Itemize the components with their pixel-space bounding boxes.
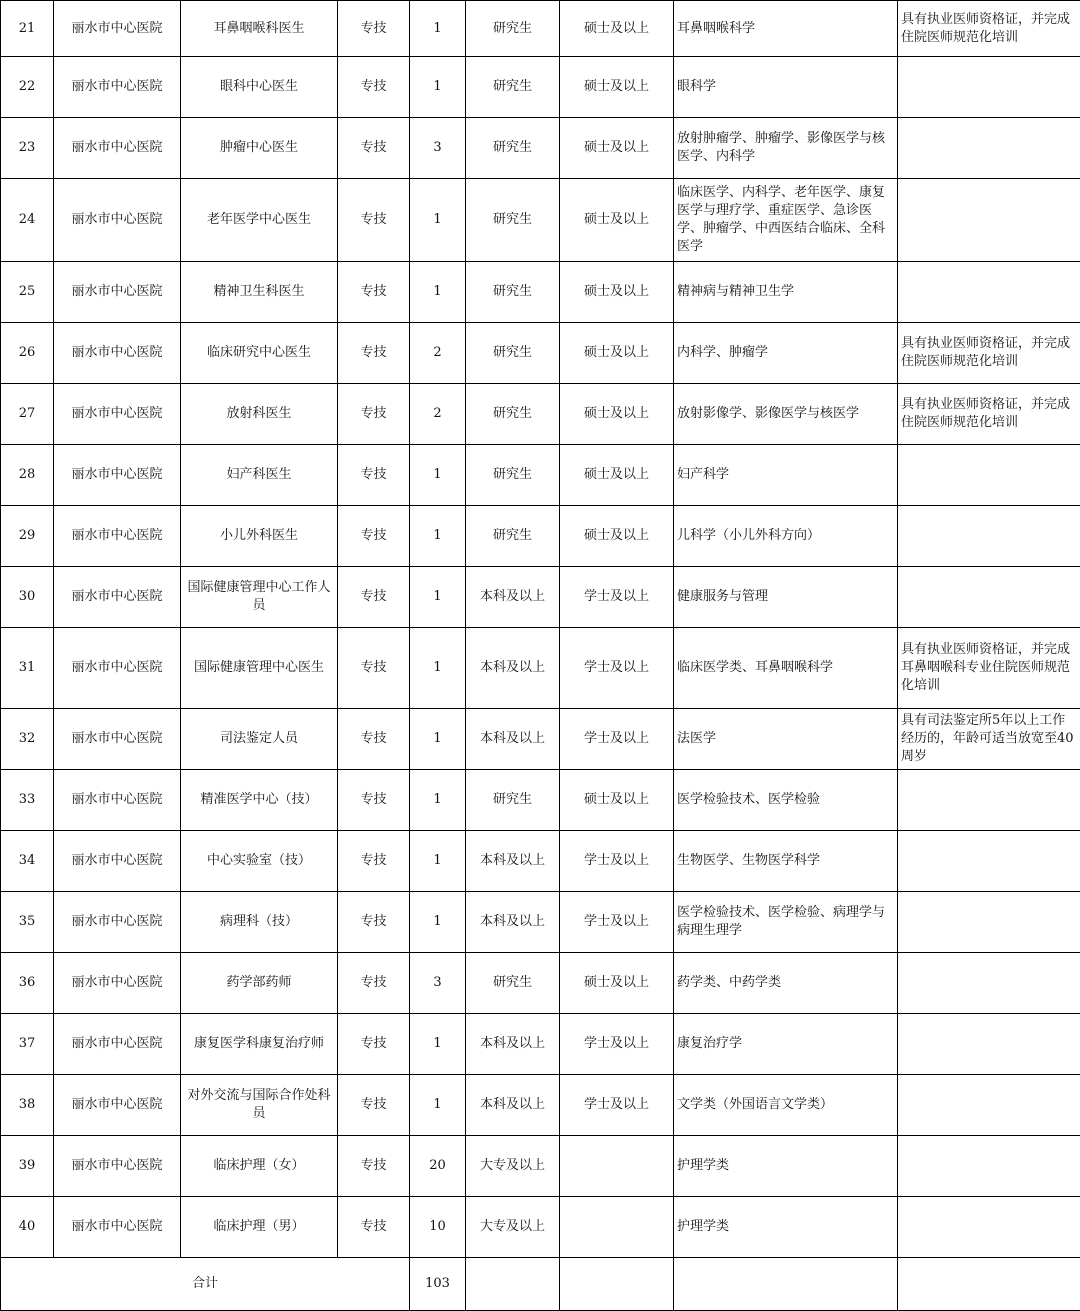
- other-requirements: 具有执业医师资格证，并完成住院医师规范化培训: [898, 384, 1080, 445]
- degree-requirement: 硕士及以上: [560, 384, 674, 445]
- row-number: 31: [1, 628, 54, 709]
- headcount: 1: [410, 57, 466, 118]
- headcount: 3: [410, 118, 466, 179]
- row-number: 27: [1, 384, 54, 445]
- position-name: 药学部药师: [181, 953, 338, 1014]
- table-row: [1, 57, 1080, 118]
- other-requirements: [898, 770, 1080, 831]
- position-category: 专技: [338, 445, 410, 506]
- headcount: 1: [410, 179, 466, 262]
- position-category: 专技: [338, 1197, 410, 1258]
- education-requirement: 研究生: [466, 57, 560, 118]
- row-number: 36: [1, 953, 54, 1014]
- total-label: 合计: [1, 1258, 410, 1311]
- position-name: 对外交流与国际合作处科员: [181, 1075, 338, 1136]
- table-row: [1, 567, 1080, 628]
- hiring-unit: 丽水市中心医院: [54, 179, 181, 262]
- degree-requirement: 学士及以上: [560, 567, 674, 628]
- row-number: 22: [1, 57, 54, 118]
- major-requirement: 医学检验技术、医学检验、病理学与病理生理学: [674, 892, 898, 953]
- position-name: 康复医学科康复治疗师: [181, 1014, 338, 1075]
- headcount: 1: [410, 628, 466, 709]
- education-requirement: 研究生: [466, 506, 560, 567]
- degree-requirement: 硕士及以上: [560, 57, 674, 118]
- other-requirements: [898, 1075, 1080, 1136]
- education-requirement: 研究生: [466, 262, 560, 323]
- position-name: 眼科中心医生: [181, 57, 338, 118]
- education-requirement: 本科及以上: [466, 831, 560, 892]
- position-name: 国际健康管理中心医生: [181, 628, 338, 709]
- other-requirements: [898, 892, 1080, 953]
- education-requirement: 本科及以上: [466, 1075, 560, 1136]
- headcount: 3: [410, 953, 466, 1014]
- row-number: 28: [1, 445, 54, 506]
- position-name: 病理科（技）: [181, 892, 338, 953]
- degree-requirement: 硕士及以上: [560, 179, 674, 262]
- hiring-unit: 丽水市中心医院: [54, 709, 181, 770]
- headcount: 10: [410, 1197, 466, 1258]
- degree-requirement: [560, 1136, 674, 1197]
- education-requirement: 大专及以上: [466, 1197, 560, 1258]
- hiring-unit: 丽水市中心医院: [54, 1075, 181, 1136]
- headcount: 20: [410, 1136, 466, 1197]
- empty-cell: [466, 1258, 560, 1311]
- row-number: 26: [1, 323, 54, 384]
- education-requirement: 研究生: [466, 179, 560, 262]
- table-row: [1, 445, 1080, 506]
- major-requirement: 医学检验技术、医学检验: [674, 770, 898, 831]
- major-requirement: 临床医学、内科学、老年医学、康复医学与理疗学、重症医学、急诊医学、肿瘤学、中西医结合临床、全科医学: [674, 179, 898, 262]
- education-requirement: 本科及以上: [466, 892, 560, 953]
- hiring-unit: 丽水市中心医院: [54, 628, 181, 709]
- position-category: 专技: [338, 118, 410, 179]
- degree-requirement: 硕士及以上: [560, 953, 674, 1014]
- position-category: 专技: [338, 1075, 410, 1136]
- education-requirement: 本科及以上: [466, 567, 560, 628]
- row-number: 38: [1, 1075, 54, 1136]
- hiring-unit: 丽水市中心医院: [54, 323, 181, 384]
- position-name: 小儿外科医生: [181, 506, 338, 567]
- education-requirement: 研究生: [466, 384, 560, 445]
- education-requirement: 研究生: [466, 1, 560, 57]
- position-category: 专技: [338, 1, 410, 57]
- position-category: 专技: [338, 323, 410, 384]
- table-row: [1, 323, 1080, 384]
- position-category: 专技: [338, 1014, 410, 1075]
- major-requirement: 精神病与精神卫生学: [674, 262, 898, 323]
- position-name: 临床研究中心医生: [181, 323, 338, 384]
- hiring-unit: 丽水市中心医院: [54, 118, 181, 179]
- hiring-unit: 丽水市中心医院: [54, 892, 181, 953]
- hiring-unit: 丽水市中心医院: [54, 567, 181, 628]
- empty-cell: [560, 1258, 674, 1311]
- row-number: 24: [1, 179, 54, 262]
- headcount: 1: [410, 831, 466, 892]
- hiring-unit: 丽水市中心医院: [54, 770, 181, 831]
- other-requirements: [898, 262, 1080, 323]
- position-category: 专技: [338, 57, 410, 118]
- education-requirement: 本科及以上: [466, 709, 560, 770]
- major-requirement: 耳鼻咽喉科学: [674, 1, 898, 57]
- total-count: 103: [410, 1258, 466, 1311]
- degree-requirement: 学士及以上: [560, 831, 674, 892]
- row-number: 21: [1, 1, 54, 57]
- hiring-unit: 丽水市中心医院: [54, 1197, 181, 1258]
- major-requirement: 内科学、肿瘤学: [674, 323, 898, 384]
- table-row: [1, 384, 1080, 445]
- row-number: 37: [1, 1014, 54, 1075]
- major-requirement: 眼科学: [674, 57, 898, 118]
- headcount: 1: [410, 506, 466, 567]
- table-row: [1, 1197, 1080, 1258]
- row-number: 39: [1, 1136, 54, 1197]
- position-category: 专技: [338, 1136, 410, 1197]
- headcount: 2: [410, 384, 466, 445]
- major-requirement: 妇产科学: [674, 445, 898, 506]
- education-requirement: 大专及以上: [466, 1136, 560, 1197]
- table-row: [1, 1075, 1080, 1136]
- education-requirement: 本科及以上: [466, 1014, 560, 1075]
- education-requirement: 研究生: [466, 323, 560, 384]
- row-number: 23: [1, 118, 54, 179]
- position-category: 专技: [338, 709, 410, 770]
- hiring-unit: 丽水市中心医院: [54, 57, 181, 118]
- other-requirements: [898, 445, 1080, 506]
- table-row: [1, 262, 1080, 323]
- row-number: 33: [1, 770, 54, 831]
- row-number: 25: [1, 262, 54, 323]
- table-row: [1, 506, 1080, 567]
- row-number: 32: [1, 709, 54, 770]
- table-row: [1, 118, 1080, 179]
- major-requirement: 康复治疗学: [674, 1014, 898, 1075]
- headcount: 2: [410, 323, 466, 384]
- position-name: 老年医学中心医生: [181, 179, 338, 262]
- major-requirement: 法医学: [674, 709, 898, 770]
- major-requirement: 护理学类: [674, 1197, 898, 1258]
- hiring-unit: 丽水市中心医院: [54, 445, 181, 506]
- other-requirements: [898, 953, 1080, 1014]
- education-requirement: 本科及以上: [466, 628, 560, 709]
- degree-requirement: 硕士及以上: [560, 770, 674, 831]
- position-category: 专技: [338, 506, 410, 567]
- other-requirements: 具有执业医师资格证，并完成住院医师规范化培训: [898, 1, 1080, 57]
- headcount: 1: [410, 892, 466, 953]
- other-requirements: 具有司法鉴定所5年以上工作经历的，年龄可适当放宽至40周岁: [898, 709, 1080, 770]
- major-requirement: 护理学类: [674, 1136, 898, 1197]
- table-row: [1, 892, 1080, 953]
- headcount: 1: [410, 770, 466, 831]
- position-category: 专技: [338, 892, 410, 953]
- other-requirements: [898, 831, 1080, 892]
- position-category: 专技: [338, 567, 410, 628]
- position-name: 司法鉴定人员: [181, 709, 338, 770]
- table-row: [1, 831, 1080, 892]
- education-requirement: 研究生: [466, 770, 560, 831]
- position-name: 妇产科医生: [181, 445, 338, 506]
- row-number: 34: [1, 831, 54, 892]
- degree-requirement: 学士及以上: [560, 892, 674, 953]
- headcount: 1: [410, 709, 466, 770]
- education-requirement: 研究生: [466, 118, 560, 179]
- education-requirement: 研究生: [466, 953, 560, 1014]
- other-requirements: [898, 1197, 1080, 1258]
- position-name: 临床护理（女）: [181, 1136, 338, 1197]
- headcount: 1: [410, 262, 466, 323]
- position-category: 专技: [338, 262, 410, 323]
- row-number: 40: [1, 1197, 54, 1258]
- other-requirements: 具有执业医师资格证，并完成耳鼻咽喉科专业住院医师规范化培训: [898, 628, 1080, 709]
- degree-requirement: 硕士及以上: [560, 1, 674, 57]
- position-name: 临床护理（男）: [181, 1197, 338, 1258]
- degree-requirement: 学士及以上: [560, 628, 674, 709]
- major-requirement: 生物医学、生物医学科学: [674, 831, 898, 892]
- headcount: 1: [410, 1075, 466, 1136]
- degree-requirement: 硕士及以上: [560, 262, 674, 323]
- degree-requirement: 硕士及以上: [560, 323, 674, 384]
- degree-requirement: 硕士及以上: [560, 118, 674, 179]
- degree-requirement: 学士及以上: [560, 1014, 674, 1075]
- degree-requirement: [560, 1197, 674, 1258]
- position-name: 精神卫生科医生: [181, 262, 338, 323]
- headcount: 1: [410, 445, 466, 506]
- table-row: [1, 1, 1080, 57]
- major-requirement: 放射肿瘤学、肿瘤学、影像医学与核医学、内科学: [674, 118, 898, 179]
- major-requirement: 文学类（外国语言文学类）: [674, 1075, 898, 1136]
- empty-cell: [674, 1258, 898, 1311]
- major-requirement: 临床医学类、耳鼻咽喉科学: [674, 628, 898, 709]
- hiring-unit: 丽水市中心医院: [54, 262, 181, 323]
- position-category: 专技: [338, 831, 410, 892]
- table-row: [1, 179, 1080, 262]
- other-requirements: [898, 179, 1080, 262]
- hiring-unit: 丽水市中心医院: [54, 384, 181, 445]
- hiring-unit: 丽水市中心医院: [54, 1014, 181, 1075]
- row-number: 29: [1, 506, 54, 567]
- other-requirements: [898, 1136, 1080, 1197]
- position-name: 国际健康管理中心工作人员: [181, 567, 338, 628]
- position-name: 肿瘤中心医生: [181, 118, 338, 179]
- degree-requirement: 学士及以上: [560, 1075, 674, 1136]
- other-requirements: [898, 567, 1080, 628]
- other-requirements: 具有执业医师资格证，并完成住院医师规范化培训: [898, 323, 1080, 384]
- other-requirements: [898, 118, 1080, 179]
- headcount: 1: [410, 1, 466, 57]
- major-requirement: 放射影像学、影像医学与核医学: [674, 384, 898, 445]
- table-row: [1, 770, 1080, 831]
- table-row: [1, 709, 1080, 770]
- table-row: [1, 1136, 1080, 1197]
- degree-requirement: 学士及以上: [560, 709, 674, 770]
- position-name: 耳鼻咽喉科医生: [181, 1, 338, 57]
- hiring-unit: 丽水市中心医院: [54, 1, 181, 57]
- education-requirement: 研究生: [466, 445, 560, 506]
- position-category: 专技: [338, 179, 410, 262]
- table-row: [1, 1014, 1080, 1075]
- position-name: 中心实验室（技）: [181, 831, 338, 892]
- major-requirement: 药学类、中药学类: [674, 953, 898, 1014]
- position-name: 精准医学中心（技）: [181, 770, 338, 831]
- headcount: 1: [410, 567, 466, 628]
- hiring-unit: 丽水市中心医院: [54, 506, 181, 567]
- position-category: 专技: [338, 770, 410, 831]
- hiring-unit: 丽水市中心医院: [54, 1136, 181, 1197]
- hiring-unit: 丽水市中心医院: [54, 831, 181, 892]
- other-requirements: [898, 506, 1080, 567]
- empty-cell: [898, 1258, 1080, 1311]
- position-name: 放射科医生: [181, 384, 338, 445]
- table-row: [1, 628, 1080, 709]
- position-category: 专技: [338, 628, 410, 709]
- position-category: 专技: [338, 953, 410, 1014]
- hiring-unit: 丽水市中心医院: [54, 953, 181, 1014]
- total-row: [1, 1258, 1080, 1311]
- major-requirement: 儿科学（小儿外科方向）: [674, 506, 898, 567]
- degree-requirement: 硕士及以上: [560, 445, 674, 506]
- row-number: 30: [1, 567, 54, 628]
- headcount: 1: [410, 1014, 466, 1075]
- other-requirements: [898, 1014, 1080, 1075]
- table-row: [1, 953, 1080, 1014]
- degree-requirement: 硕士及以上: [560, 506, 674, 567]
- other-requirements: [898, 57, 1080, 118]
- row-number: 35: [1, 892, 54, 953]
- position-category: 专技: [338, 384, 410, 445]
- major-requirement: 健康服务与管理: [674, 567, 898, 628]
